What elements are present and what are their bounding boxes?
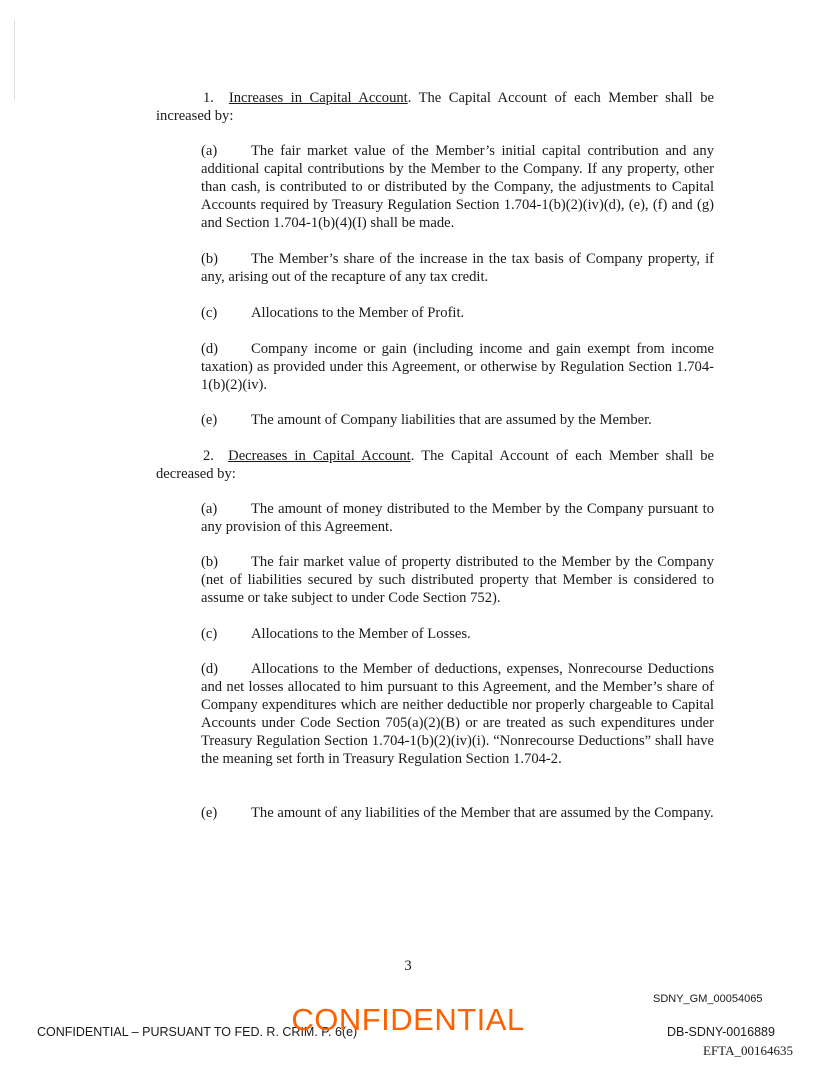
confidential-stamp: CONFIDENTIAL: [291, 1002, 525, 1037]
confidential-notice: CONFIDENTIAL – PURSUANT TO FED. R. CRIM. P. 6(e): [37, 1025, 358, 1039]
item-label: (e): [201, 412, 218, 428]
item-label: (a): [201, 501, 218, 517]
section-2-heading: Decreases in Capital Account: [228, 448, 411, 464]
section-1-item-e: [201, 411, 714, 429]
item-label: (d): [201, 661, 219, 677]
item-text: The fair market value of property distributed to the Member by the Company (net of liabilities secured by such distributed property that Member is considered to assume or take subject to under Code Section 752).: [201, 554, 714, 606]
item-text: Allocations to the Member of Losses.: [251, 626, 471, 642]
item-label: (b): [201, 251, 219, 267]
section-2-item-a: [201, 500, 714, 536]
section-2-item-d: [201, 660, 714, 768]
section-1-heading: Increases in Capital Account: [228, 90, 408, 106]
section-1-item-b: [201, 250, 714, 286]
bates-efta: EFTA_00164635: [703, 1043, 793, 1058]
section-1-intro-text: . The Capital Account of each Member shall be increased by:: [156, 90, 714, 124]
bates-gm: SDNY_GM_00054065: [653, 993, 763, 1005]
item-label: (c): [201, 626, 218, 642]
section-1-item-d: [201, 340, 714, 394]
section-2-item-e: [201, 804, 714, 822]
section-2-intro-text: . The Capital Account of each Member shall be decreased by:: [156, 448, 714, 482]
item-label: (a): [201, 143, 218, 159]
page-number: 3: [404, 958, 412, 974]
section-1-intro: [156, 89, 714, 125]
section-2-item-c: [201, 625, 714, 643]
item-text: Company income or gain (including income and gain exempt from income taxation) as provided under this Agreement, or otherwise by Regulation Section 1.704-1(b)(2)(iv).: [201, 341, 714, 393]
section-2-item-b: [201, 553, 714, 607]
section-1-item-c: [201, 304, 714, 322]
item-text: The amount of money distributed to the Member by the Company pursuant to any provision of this Agreement.: [201, 501, 714, 535]
section-2-number: 2.: [203, 448, 214, 464]
item-text: The amount of Company liabilities that are assumed by the Member.: [251, 412, 652, 428]
scan-margin-line: [14, 20, 15, 100]
item-text: Allocations to the Member of Profit.: [251, 305, 465, 321]
item-label: (e): [201, 805, 218, 821]
item-text: Allocations to the Member of deductions, expenses, Nonrecourse Deductions and net losses allocated to him pursuant to this Agreement, and the Member’s share of Company expenditures which are neither deductible nor properly chargeable to Capital Accounts under Code Section 705(a)(2)(B) or are treated as such expenditures under Treasury Regulation Section 1.704-1(b)(2)(iv)(i). “Nonrecourse Deductions” shall have the meaning set forth in Treasury Regulation Section 1.704-2.: [201, 661, 714, 767]
section-1-number: 1.: [203, 90, 214, 106]
section-2-intro: [156, 447, 714, 483]
item-text: The Member’s share of the increase in the tax basis of Company property, if any, arising out of the recapture of any tax credit.: [201, 251, 714, 285]
bates-db: DB-SDNY-0016889: [667, 1025, 775, 1039]
item-text: The fair market value of the Member’s initial capital contribution and any additional capital contributions by the Member to the Company. If any property, other than cash, is contributed to or distributed by the Company, the adjustments to Capital Accounts required by Treasury Regulation Section 1.704-1(b)(2)(iv)(d), (e), (f) and (g) and Section 1.704-1(b)(4)(I) shall be made.: [201, 143, 714, 231]
item-label: (c): [201, 305, 218, 321]
section-1-item-a: [201, 142, 714, 232]
item-label: (d): [201, 341, 219, 357]
item-text: The amount of any liabilities of the Member that are assumed by the Company.: [251, 805, 714, 821]
item-label: (b): [201, 554, 219, 570]
